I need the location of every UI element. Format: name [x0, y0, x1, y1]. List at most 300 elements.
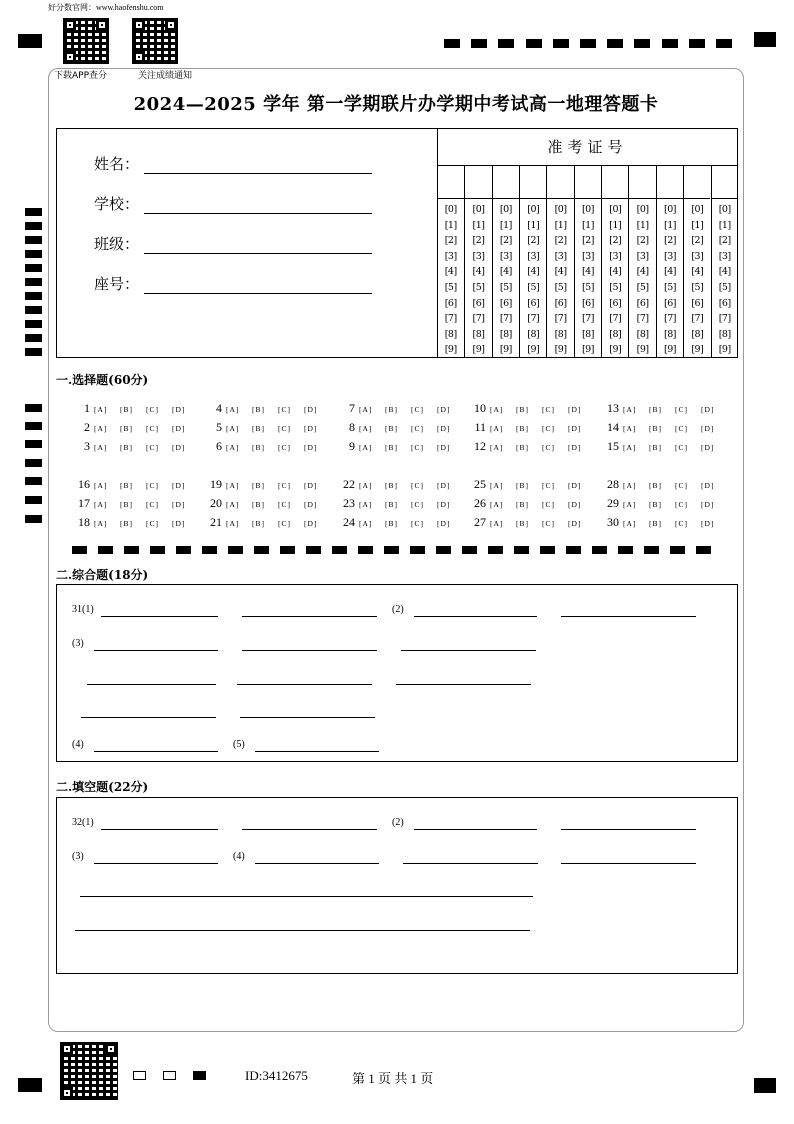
choice-bubble[interactable]: [A]	[359, 500, 373, 509]
choice-bubble[interactable]: [C]	[675, 519, 688, 528]
admission-digit-box[interactable]	[575, 166, 601, 199]
admission-digit-bubble[interactable]: [8]	[609, 328, 622, 340]
question-number: 23	[343, 496, 355, 510]
admission-digit-bubble[interactable]: [2]	[718, 235, 731, 247]
choice-bubble[interactable]: [C]	[542, 481, 555, 490]
admission-digit-bubble[interactable]: [0]	[636, 204, 649, 215]
choice-bubble[interactable]: [C]	[146, 405, 159, 414]
admission-digit-bubble[interactable]: [8]	[444, 328, 457, 340]
choice-bubble[interactable]: [D]	[437, 443, 451, 452]
admission-digit-box[interactable]	[437, 166, 464, 199]
choice-bubble[interactable]: [D]	[701, 481, 715, 490]
admission-digit-bubble[interactable]: [7]	[581, 313, 594, 325]
page-square-1	[133, 1071, 146, 1080]
choice-bubble[interactable]: [B]	[385, 424, 398, 433]
admission-digit-bubble[interactable]: [3]	[527, 250, 540, 262]
choice-bubble[interactable]: [A]	[359, 519, 373, 528]
choice-bubble[interactable]: [B]	[649, 443, 662, 452]
choice-bubble[interactable]: [B]	[385, 519, 398, 528]
admission-digit-bubble[interactable]: [5]	[554, 281, 567, 293]
q32-2-line-a[interactable]	[414, 829, 537, 830]
admission-digit-bubble[interactable]: [0]	[581, 204, 594, 215]
admission-digit-bubble[interactable]: [7]	[444, 313, 457, 325]
admission-digit-bubble[interactable]: [7]	[499, 313, 512, 325]
choice-bubble[interactable]: [B]	[649, 500, 662, 509]
admission-digit-bubble[interactable]: [1]	[663, 219, 676, 231]
admission-digit-bubble[interactable]: [8]	[581, 328, 594, 340]
choice-bubble[interactable]: [C]	[542, 424, 555, 433]
admission-digit-bubble[interactable]: [7]	[527, 313, 540, 325]
admission-digit-box[interactable]	[657, 166, 683, 199]
choice-bubble[interactable]: [B]	[252, 424, 265, 433]
admission-digit-bubble[interactable]: [9]	[554, 344, 567, 356]
choice-bubble[interactable]: [C]	[146, 443, 159, 452]
choice-bubble[interactable]: [B]	[385, 481, 398, 490]
page-square-3	[193, 1071, 206, 1080]
choice-bubble[interactable]: [A]	[623, 500, 637, 509]
admission-column	[628, 166, 655, 358]
admission-digit-box[interactable]	[547, 166, 573, 199]
choice-question	[464, 477, 594, 492]
admission-digit-bubble[interactable]: [4]	[718, 266, 731, 278]
choice-question	[200, 439, 330, 454]
choice-bubble[interactable]: [B]	[516, 519, 529, 528]
admission-digit-bubble[interactable]: [7]	[691, 313, 704, 325]
choice-bubble[interactable]: [B]	[516, 443, 529, 452]
choice-bubble[interactable]: [A]	[623, 405, 637, 414]
choice-bubble[interactable]: [C]	[411, 500, 424, 509]
choice-bubble[interactable]: [D]	[568, 424, 582, 433]
timing-mark	[618, 546, 633, 554]
admission-digit-bubble[interactable]: [4]	[663, 266, 676, 278]
choice-bubble[interactable]: [D]	[701, 519, 715, 528]
admission-digit-bubble[interactable]: [6]	[527, 297, 540, 309]
choice-bubble[interactable]: [A]	[94, 500, 108, 509]
choice-bubble[interactable]: [D]	[701, 424, 715, 433]
admission-digit-bubble[interactable]: [4]	[609, 266, 622, 278]
choice-bubble[interactable]: [A]	[359, 424, 373, 433]
admission-digit-bubble[interactable]: [8]	[472, 328, 485, 340]
admission-digit-bubble[interactable]: [1]	[636, 219, 649, 231]
choice-bubble[interactable]: [C]	[542, 443, 555, 452]
admission-digit-bubble[interactable]: [1]	[499, 219, 512, 231]
admission-digit-box[interactable]	[520, 166, 546, 199]
choice-bubble[interactable]: [D]	[172, 405, 186, 414]
name-field[interactable]	[94, 153, 139, 174]
seat-field[interactable]	[94, 273, 139, 294]
q32-3-line[interactable]	[94, 863, 218, 864]
admission-digit-bubble[interactable]: [9]	[444, 344, 457, 356]
timing-mark	[150, 546, 165, 554]
choice-bubble[interactable]: [A]	[226, 500, 240, 509]
admission-digit-box[interactable]	[493, 166, 519, 199]
choice-bubble[interactable]: [C]	[675, 424, 688, 433]
admission-digit-bubble[interactable]: [8]	[554, 328, 567, 340]
admission-digit-bubble[interactable]: [2]	[444, 235, 457, 247]
choice-bubble[interactable]: [C]	[542, 519, 555, 528]
choice-bubble[interactable]: [A]	[94, 405, 108, 414]
choice-bubble[interactable]: [A]	[94, 519, 108, 528]
q31-1-line-a[interactable]	[101, 616, 218, 617]
choice-bubble[interactable]: [B]	[516, 500, 529, 509]
choice-bubble[interactable]: [A]	[94, 481, 108, 490]
admission-digit-bubble[interactable]: [5]	[499, 281, 512, 293]
admission-digit-bubble[interactable]: [5]	[444, 281, 457, 293]
admission-digit-bubble[interactable]: [4]	[636, 266, 649, 278]
q31-3-line-a[interactable]	[94, 650, 218, 651]
admission-digit-bubble[interactable]: [4]	[472, 266, 485, 278]
choice-bubble[interactable]: [B]	[516, 424, 529, 433]
choice-bubble[interactable]: [C]	[146, 519, 159, 528]
admission-digit-box[interactable]	[629, 166, 655, 199]
q31-3-line-e[interactable]	[237, 684, 372, 685]
admission-digit-bubble[interactable]: [4]	[581, 266, 594, 278]
choice-bubble[interactable]: [C]	[278, 443, 291, 452]
admission-digit-bubble[interactable]: [0]	[691, 204, 704, 215]
admission-digit-bubble[interactable]: [8]	[499, 328, 512, 340]
choice-bubble[interactable]: [A]	[359, 481, 373, 490]
choice-bubble[interactable]: [B]	[252, 405, 265, 414]
timing-mark	[358, 546, 373, 554]
admission-digit-bubble[interactable]: [1]	[609, 219, 622, 231]
choice-bubble[interactable]: [A]	[623, 443, 637, 452]
admission-digit-bubble[interactable]: [6]	[691, 297, 704, 309]
admission-digit-bubble[interactable]: [5]	[718, 281, 731, 293]
admission-digit-bubble[interactable]: [8]	[527, 328, 540, 340]
q32-1-line-a[interactable]	[101, 829, 218, 830]
choice-bubble[interactable]: [A]	[490, 405, 504, 414]
choice-bubble[interactable]: [B]	[649, 481, 662, 490]
admission-digit-bubble[interactable]: [6]	[554, 297, 567, 309]
qr-label-follow: 关注成绩通知	[138, 71, 193, 81]
choice-bubble[interactable]: [B]	[120, 405, 133, 414]
choice-bubble[interactable]: [D]	[172, 424, 186, 433]
choice-bubble[interactable]: [B]	[516, 481, 529, 490]
choice-bubble[interactable]: [D]	[172, 443, 186, 452]
question-number: 25	[474, 477, 486, 491]
choice-bubble[interactable]: [D]	[304, 405, 318, 414]
choice-bubble[interactable]: [A]	[490, 519, 504, 528]
choice-bubble[interactable]: [B]	[385, 443, 398, 452]
admission-digit-bubble[interactable]: [3]	[581, 250, 594, 262]
choice-bubble[interactable]: [B]	[120, 519, 133, 528]
timing-mark	[634, 39, 650, 48]
admission-digit-bubble[interactable]: [3]	[554, 250, 567, 262]
admission-digit-bubble[interactable]: [2]	[691, 235, 704, 247]
admission-digit-bubble[interactable]: [2]	[636, 235, 649, 247]
admission-digit-bubble[interactable]: [8]	[636, 328, 649, 340]
q32-1-line-b[interactable]	[242, 829, 377, 830]
choice-bubble[interactable]: [A]	[623, 481, 637, 490]
choice-bubble[interactable]: [A]	[623, 424, 637, 433]
choice-bubble[interactable]: [C]	[411, 405, 424, 414]
admission-digit-bubble[interactable]: [2]	[527, 235, 540, 247]
choice-question	[200, 515, 330, 530]
admission-digit-bubble[interactable]: [9]	[472, 344, 485, 356]
admission-digit-bubble[interactable]: [2]	[499, 235, 512, 247]
choice-bubble[interactable]: [A]	[490, 500, 504, 509]
choice-bubble[interactable]: [C]	[146, 424, 159, 433]
q31-3-line-g[interactable]	[81, 717, 216, 718]
admission-digit-bubble[interactable]: [5]	[691, 281, 704, 293]
q32-4-line-d[interactable]	[80, 896, 533, 897]
admission-digit-bubble[interactable]: [3]	[499, 250, 512, 262]
admission-digit-bubble[interactable]: [9]	[691, 344, 704, 356]
admission-digit-bubble[interactable]: [5]	[581, 281, 594, 293]
choice-bubble[interactable]: [B]	[252, 500, 265, 509]
choice-bubble[interactable]: [D]	[172, 481, 186, 490]
timing-mark	[25, 348, 42, 356]
choice-question	[464, 401, 594, 416]
choice-bubble[interactable]: [C]	[278, 519, 291, 528]
choice-bubble[interactable]: [C]	[542, 405, 555, 414]
admission-digit-bubble[interactable]: [1]	[444, 219, 457, 231]
admission-digit-bubble[interactable]: [2]	[609, 235, 622, 247]
choice-bubble[interactable]: [C]	[675, 500, 688, 509]
admission-digit-bubble[interactable]: [2]	[663, 235, 676, 247]
admission-digit-bubble[interactable]: [9]	[663, 344, 676, 356]
choice-bubble[interactable]: [A]	[359, 443, 373, 452]
choice-bubble[interactable]: [A]	[359, 405, 373, 414]
choice-bubble[interactable]: [D]	[304, 481, 318, 490]
choice-bubble[interactable]: [D]	[568, 443, 582, 452]
admission-digit-bubble[interactable]: [0]	[609, 204, 622, 215]
admission-digit-bubble[interactable]: [4]	[527, 266, 540, 278]
choice-bubble[interactable]: [D]	[304, 519, 318, 528]
timing-mark	[25, 320, 42, 328]
admission-digit-bubble[interactable]: [7]	[554, 313, 567, 325]
q31-2-line-a[interactable]	[414, 616, 537, 617]
choice-bubble[interactable]: [B]	[252, 481, 265, 490]
admission-digit-bubble[interactable]: [6]	[499, 297, 512, 309]
q31-3-line-d[interactable]	[87, 684, 216, 685]
question-number: 4	[216, 401, 222, 415]
admission-digit-bubble[interactable]: [0]	[472, 204, 485, 215]
choice-bubble[interactable]: [C]	[542, 500, 555, 509]
choice-bubble[interactable]: [D]	[172, 519, 186, 528]
choice-bubble[interactable]: [B]	[120, 500, 133, 509]
admission-digit-bubble[interactable]: [5]	[636, 281, 649, 293]
admission-digit-bubble[interactable]: [4]	[444, 266, 457, 278]
choice-bubble[interactable]: [B]	[120, 443, 133, 452]
admission-digit-bubble[interactable]: [3]	[444, 250, 457, 262]
admission-digit-bubble[interactable]: [6]	[609, 297, 622, 309]
choice-question	[200, 401, 330, 416]
q31-label-2: (2)	[392, 604, 404, 615]
q32-4-line-b[interactable]	[403, 863, 538, 864]
timing-mark	[462, 546, 477, 554]
choice-bubble[interactable]: [A]	[490, 424, 504, 433]
choice-bubble[interactable]: [B]	[385, 500, 398, 509]
admission-digit-box[interactable]	[602, 166, 628, 199]
admission-digit-bubble[interactable]: [6]	[663, 297, 676, 309]
admission-digit-bubble[interactable]: [7]	[636, 313, 649, 325]
choice-bubble[interactable]: [A]	[226, 481, 240, 490]
admission-digit-bubble[interactable]: [1]	[472, 219, 485, 231]
q31-1-line-b[interactable]	[242, 616, 377, 617]
admission-digit-bubble[interactable]: [2]	[554, 235, 567, 247]
admission-digit-bubble[interactable]: [6]	[444, 297, 457, 309]
timing-mark	[716, 39, 732, 48]
admission-digit-box[interactable]	[712, 166, 738, 199]
q31-5-line[interactable]	[255, 751, 379, 752]
admission-digit-bubble[interactable]: [9]	[636, 344, 649, 356]
choice-bubble[interactable]: [D]	[437, 405, 451, 414]
admission-digit-bubble[interactable]: [2]	[581, 235, 594, 247]
q32-4-line-c[interactable]	[561, 863, 696, 864]
timing-mark	[25, 306, 42, 314]
q32-4-line-e[interactable]	[75, 930, 530, 931]
q32-4-line-a[interactable]	[255, 863, 379, 864]
admission-digit-bubble[interactable]: [8]	[718, 328, 731, 340]
admission-digit-bubble[interactable]: [9]	[581, 344, 594, 356]
q31-label-5: (5)	[233, 739, 245, 750]
choice-bubble[interactable]: [B]	[649, 519, 662, 528]
admission-digit-box[interactable]	[684, 166, 710, 199]
choice-bubble[interactable]: [C]	[411, 424, 424, 433]
admission-digit-bubble[interactable]: [4]	[499, 266, 512, 278]
admission-digit-bubble[interactable]: [3]	[663, 250, 676, 262]
class-field[interactable]	[94, 233, 139, 254]
choice-bubble[interactable]: [A]	[226, 519, 240, 528]
admission-digit-bubble[interactable]: [9]	[609, 344, 622, 356]
choice-bubble[interactable]: [D]	[304, 500, 318, 509]
choice-bubble[interactable]: [D]	[304, 443, 318, 452]
choice-bubble[interactable]: [C]	[675, 481, 688, 490]
choice-bubble[interactable]: [D]	[437, 424, 451, 433]
admission-digit-bubble[interactable]: [3]	[636, 250, 649, 262]
choice-bubble[interactable]: [D]	[701, 443, 715, 452]
admission-digit-bubble[interactable]: [5]	[609, 281, 622, 293]
question-number: 19	[210, 477, 222, 491]
q31-3-line-b[interactable]	[242, 650, 377, 651]
choice-bubble[interactable]: [C]	[278, 500, 291, 509]
admission-digit-bubble[interactable]: [0]	[527, 204, 540, 215]
admission-digit-bubble[interactable]: [5]	[663, 281, 676, 293]
choice-bubble[interactable]: [C]	[278, 405, 291, 414]
admission-digit-bubble[interactable]: [4]	[691, 266, 704, 278]
admission-digit-bubble[interactable]: [6]	[636, 297, 649, 309]
admission-digit-bubble[interactable]: [2]	[472, 235, 485, 247]
choice-bubble[interactable]: [D]	[437, 519, 451, 528]
choice-bubble[interactable]: [C]	[675, 443, 688, 452]
corner-mark-bl	[18, 1078, 42, 1092]
choice-bubble[interactable]: [A]	[623, 519, 637, 528]
q31-2-line-b[interactable]	[561, 616, 696, 617]
choice-bubble[interactable]: [A]	[226, 405, 240, 414]
choice-question	[597, 496, 727, 511]
admission-digit-bubble[interactable]: [9]	[527, 344, 540, 356]
admission-digit-box[interactable]	[465, 166, 491, 199]
admission-digit-bubble[interactable]: [4]	[554, 266, 567, 278]
admission-digit-bubble[interactable]: [6]	[718, 297, 731, 309]
admission-digit-bubble[interactable]: [0]	[499, 204, 512, 215]
choice-bubble[interactable]: [A]	[226, 424, 240, 433]
admission-digit-bubble[interactable]: [8]	[691, 328, 704, 340]
admission-digit-bubble[interactable]: [3]	[472, 250, 485, 262]
choice-bubble[interactable]: [A]	[490, 481, 504, 490]
school-field[interactable]	[94, 193, 139, 214]
admission-digit-bubble[interactable]: [7]	[718, 313, 731, 325]
choice-bubble[interactable]: [B]	[649, 424, 662, 433]
choice-bubble[interactable]: [B]	[385, 405, 398, 414]
choice-bubble[interactable]: [D]	[568, 405, 582, 414]
admission-digit-bubble[interactable]: [3]	[718, 250, 731, 262]
choice-bubble[interactable]: [C]	[675, 405, 688, 414]
choice-bubble[interactable]: [C]	[146, 481, 159, 490]
admission-digit-bubble[interactable]: [9]	[499, 344, 512, 356]
choice-bubble[interactable]: [C]	[278, 481, 291, 490]
admission-digit-bubble[interactable]: [5]	[527, 281, 540, 293]
admission-digit-bubble[interactable]: [1]	[691, 219, 704, 231]
admission-digit-bubble[interactable]: [7]	[663, 313, 676, 325]
admission-digit-bubble[interactable]: [0]	[554, 204, 567, 215]
choice-bubble[interactable]: [D]	[568, 500, 582, 509]
choice-bubble[interactable]: [D]	[172, 500, 186, 509]
admission-digit-bubble[interactable]: [1]	[527, 219, 540, 231]
choice-bubble[interactable]: [B]	[516, 405, 529, 414]
choice-bubble[interactable]: [D]	[701, 405, 715, 414]
choice-bubble[interactable]: [A]	[94, 443, 108, 452]
q31-3-line-c[interactable]	[401, 650, 536, 651]
admission-digit-bubble[interactable]: [3]	[609, 250, 622, 262]
admission-digit-bubble[interactable]: [8]	[663, 328, 676, 340]
choice-bubble[interactable]: [C]	[411, 519, 424, 528]
choice-bubble[interactable]: [D]	[568, 519, 582, 528]
choice-bubble[interactable]: [D]	[568, 481, 582, 490]
admission-digit-bubble[interactable]: [7]	[472, 313, 485, 325]
choice-bubble[interactable]: [D]	[437, 500, 451, 509]
q31-label-4: (4)	[72, 739, 84, 750]
admission-digit-bubble[interactable]: [0]	[444, 204, 457, 215]
admission-digit-bubble[interactable]: [5]	[472, 281, 485, 293]
q31-3-line-f[interactable]	[396, 684, 531, 685]
choice-bubble[interactable]: [A]	[490, 443, 504, 452]
timing-mark	[202, 546, 217, 554]
admission-digit-bubble[interactable]: [0]	[663, 204, 676, 215]
timing-mark	[580, 39, 596, 48]
q31-3-line-h[interactable]	[240, 717, 375, 718]
question-number: 29	[607, 496, 619, 510]
choice-bubble[interactable]: [A]	[94, 424, 108, 433]
choice-bubble[interactable]: [D]	[437, 481, 451, 490]
admission-digit-bubble[interactable]: [1]	[581, 219, 594, 231]
choice-bubble[interactable]: [B]	[649, 405, 662, 414]
choice-bubble[interactable]: [B]	[120, 424, 133, 433]
q31-4-line[interactable]	[94, 751, 218, 752]
admission-digit-bubble[interactable]: [7]	[609, 313, 622, 325]
admission-digit-bubble[interactable]: [0]	[718, 204, 731, 215]
admission-digit-bubble[interactable]: [6]	[472, 297, 485, 309]
choice-bubble[interactable]: [C]	[278, 424, 291, 433]
admission-digit-bubble[interactable]: [1]	[718, 219, 731, 231]
admission-digit-bubble[interactable]: [9]	[718, 344, 731, 356]
choice-bubble[interactable]: [C]	[411, 481, 424, 490]
choice-bubble[interactable]: [C]	[146, 500, 159, 509]
admission-digit-bubble[interactable]: [6]	[581, 297, 594, 309]
choice-bubble[interactable]: [A]	[226, 443, 240, 452]
choice-bubble[interactable]: [B]	[252, 519, 265, 528]
admission-digit-bubble[interactable]: [3]	[691, 250, 704, 262]
choice-bubble[interactable]: [B]	[120, 481, 133, 490]
admission-digit-bubble[interactable]: [1]	[554, 219, 567, 231]
choice-bubble[interactable]: [D]	[304, 424, 318, 433]
choice-bubble[interactable]: [B]	[252, 443, 265, 452]
timing-mark	[332, 546, 347, 554]
q32-2-line-b[interactable]	[561, 829, 696, 830]
choice-bubble[interactable]: [C]	[411, 443, 424, 452]
choice-bubble[interactable]: [D]	[701, 500, 715, 509]
